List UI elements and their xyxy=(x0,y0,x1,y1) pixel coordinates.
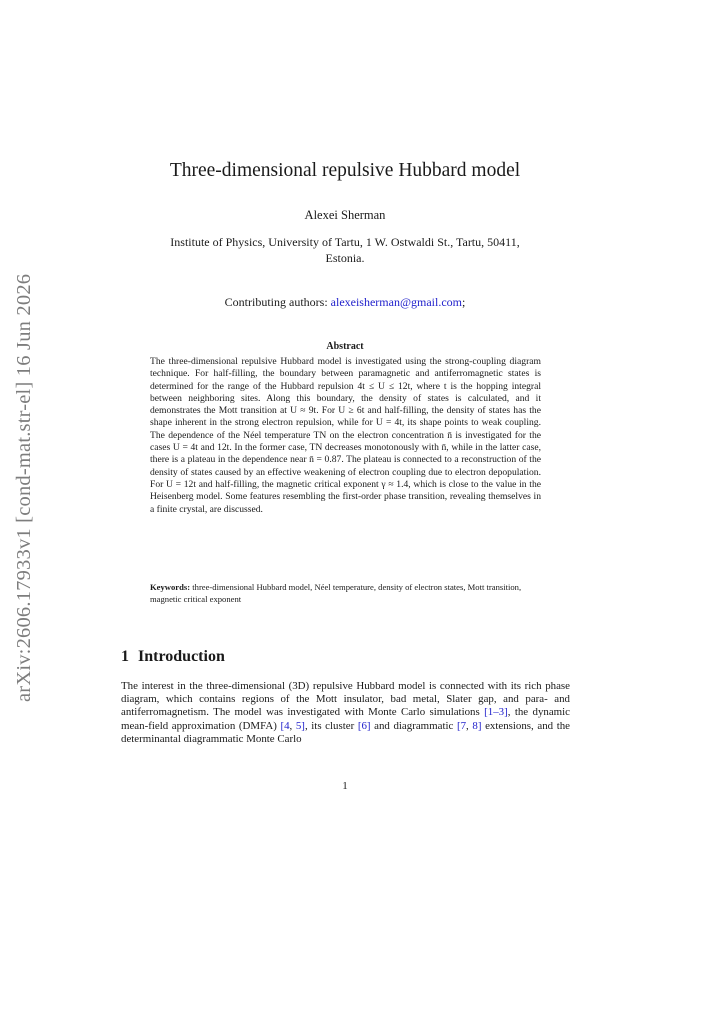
citation-link[interactable]: [6] xyxy=(357,719,371,732)
keywords-label: Keywords: xyxy=(150,582,191,592)
intro-text-4: and diagrammatic xyxy=(370,719,457,732)
intro-text-5: extensions, and the determinantal diagrammatic Monte Carlo xyxy=(121,719,571,745)
citation-link[interactable]: [1–3] xyxy=(484,706,508,719)
contributing-suffix: ; xyxy=(462,295,466,309)
abstract-text: The three-dimensional repulsive Hubbard model is investigated using the strong-coupling diagram technique. For half-filling, the boundary between paramagnetic and antiferromagnetic states is determined for the range of the Hubbard repulsion 4t ≤ U ≤ 12t, where t is the hopping integral between neighboring sites. Along this boundary, the density of states is calculated, and it demonstrates the Mott transition at U ≈ 9t. For U ≥ 6t and half-filling, the density of states has the shape inherent in the strong electron repulsion, while for U = 4t, its shape points to weak coupling. The dependence of the Néel temperature TN on the electron concentration n̄ is investigated for the cases U = 4t and 12t. In the former case, TN decreases monotonously with n̄, while in the latter case, there is a plateau in the dependence near n̄ = 0.87. The plateau is connected to a reconstruction of the density of states caused by an effective weakening of electron coupling due to electron depopulation. For U = 12t and half-filling, the magnetic critical exponent γ ≈ 1.4, which is close to the value in the Heisenberg model. Some features resembling the first-order phase transition, revealing themselves in a finite crystal, are discussed. xyxy=(150,356,541,515)
keywords xyxy=(150,581,541,605)
paper-title: Three-dimensional repulsive Hubbard model xyxy=(169,160,521,181)
section-title: Introduction xyxy=(138,648,225,665)
citation-separator: , xyxy=(466,719,473,732)
intro-text-3: , its cluster xyxy=(304,719,358,732)
intro-text-2: , the dynamic mean-field approximation (DMFA) xyxy=(121,706,570,732)
citation-link[interactable]: 8] xyxy=(472,719,482,732)
page-number: 1 xyxy=(342,780,348,792)
author-email-link[interactable]: alexeisherman@gmail.com xyxy=(330,295,462,309)
contributing-authors xyxy=(120,295,570,310)
section-heading-introduction xyxy=(121,648,225,666)
citation-link[interactable]: [7 xyxy=(456,719,467,732)
citation-link[interactable]: [4 xyxy=(280,719,290,732)
abstract-heading: Abstract xyxy=(326,341,364,352)
citation-link[interactable]: 5] xyxy=(295,719,305,732)
author-affiliation: Institute of Physics, University of Tartu, 1 W. Ostwaldi St., Tartu, 50411, Estonia. xyxy=(170,235,520,265)
keywords-text: three-dimensional Hubbard model, Néel temperature, density of electron states, Mott transition, magnetic critical exponent xyxy=(150,582,522,604)
citation-separator: , xyxy=(289,719,296,732)
contributing-label: Contributing authors: xyxy=(224,295,331,309)
author-name: Alexei Sherman xyxy=(304,208,386,222)
introduction-paragraph xyxy=(121,680,570,746)
section-number: 1 xyxy=(121,648,129,665)
intro-text-1: The interest in the three-dimensional (3D) repulsive Hubbard model is connected with its rich phase diagram, which contains regions of the Mott insulator, bad metal, Slater gap, and para- and antiferromagnetism. The model was investigated with Monte Carlo simulations xyxy=(121,680,570,719)
arxiv-identifier-stamp: arXiv:2606.17933v1 [cond-mat.str-el] 16 Jun 2026 xyxy=(13,273,35,702)
